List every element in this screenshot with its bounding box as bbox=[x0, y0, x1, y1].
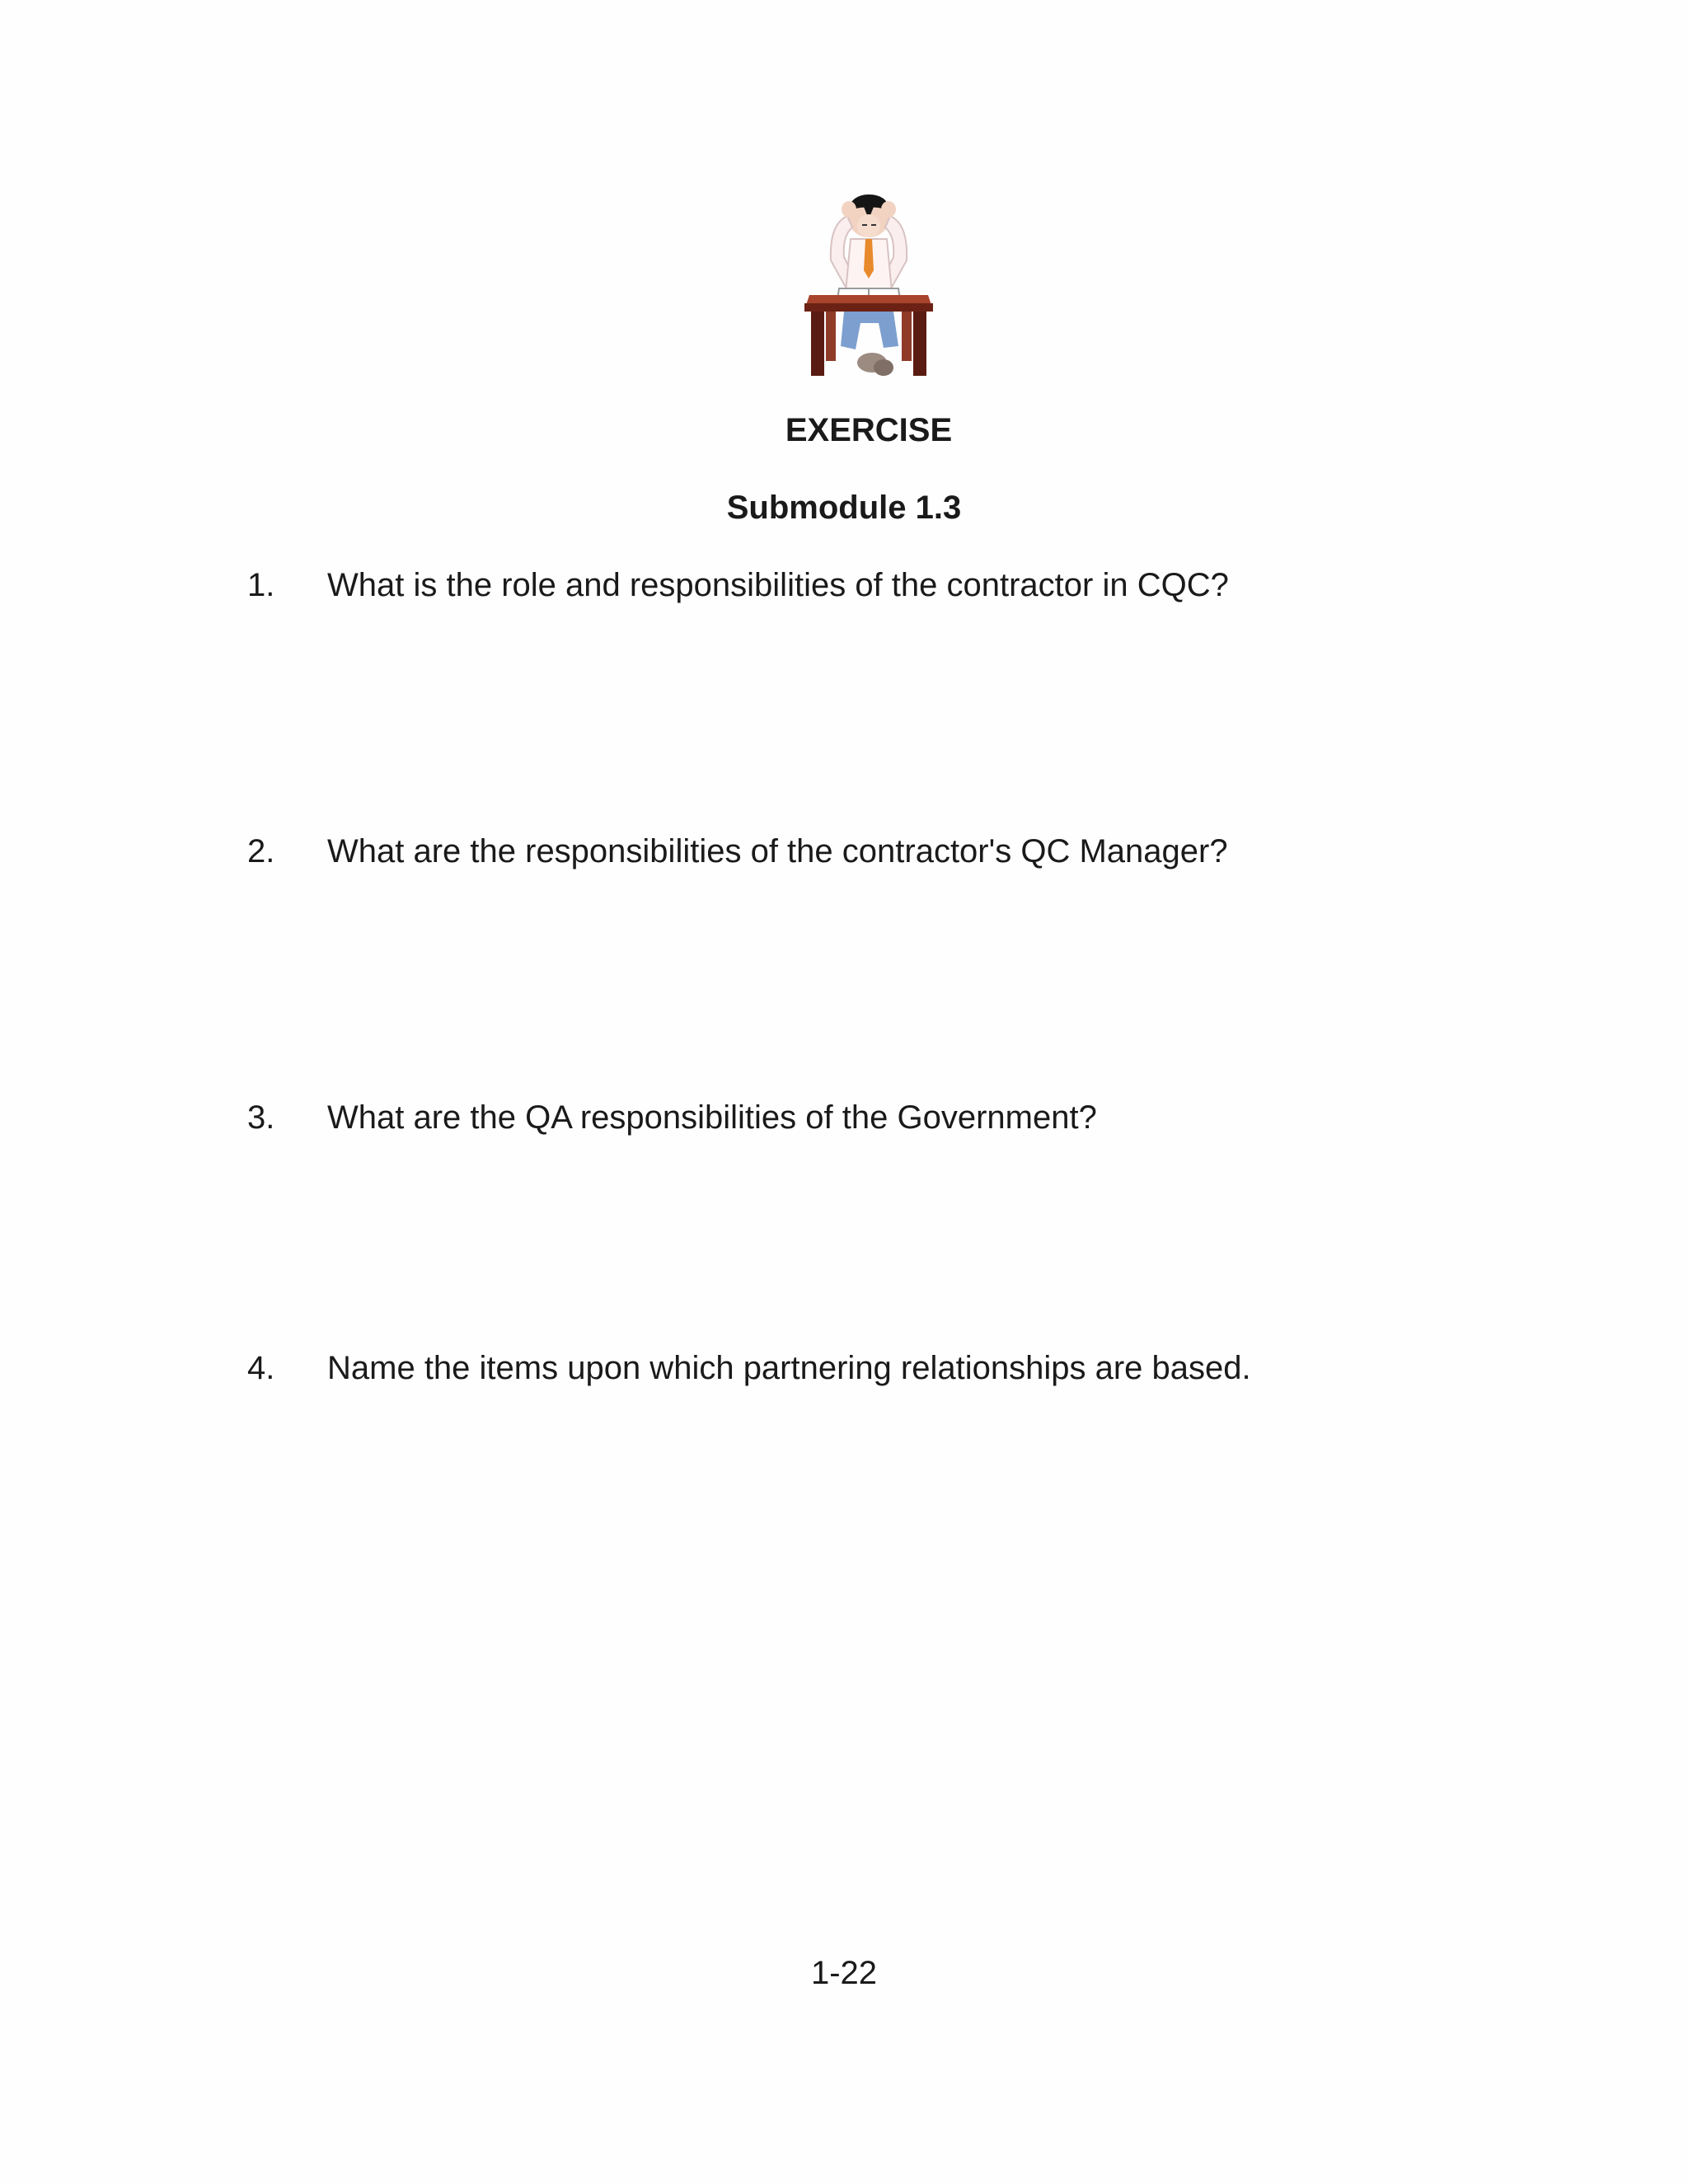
question-number: 3. bbox=[247, 1099, 275, 1136]
page-number: 1-22 bbox=[810, 1955, 878, 1991]
question-text: What are the responsibilities of the contractor's QC Manager? bbox=[327, 833, 1228, 869]
submodule-title: Submodule 1.3 bbox=[726, 490, 962, 526]
question-text: What are the QA responsibilities of the Government? bbox=[327, 1099, 1097, 1136]
exercise-title: EXERCISE bbox=[785, 412, 953, 448]
question-number: 2. bbox=[247, 833, 275, 869]
question-text: Name the items upon which partnering relationships are based. bbox=[327, 1350, 1251, 1386]
stressed-student-at-desk-icon bbox=[793, 191, 945, 381]
question-text: What is the role and responsibilities of the contractor in CQC? bbox=[327, 567, 1229, 603]
question-number: 1. bbox=[247, 567, 275, 603]
question-number: 4. bbox=[247, 1350, 275, 1386]
